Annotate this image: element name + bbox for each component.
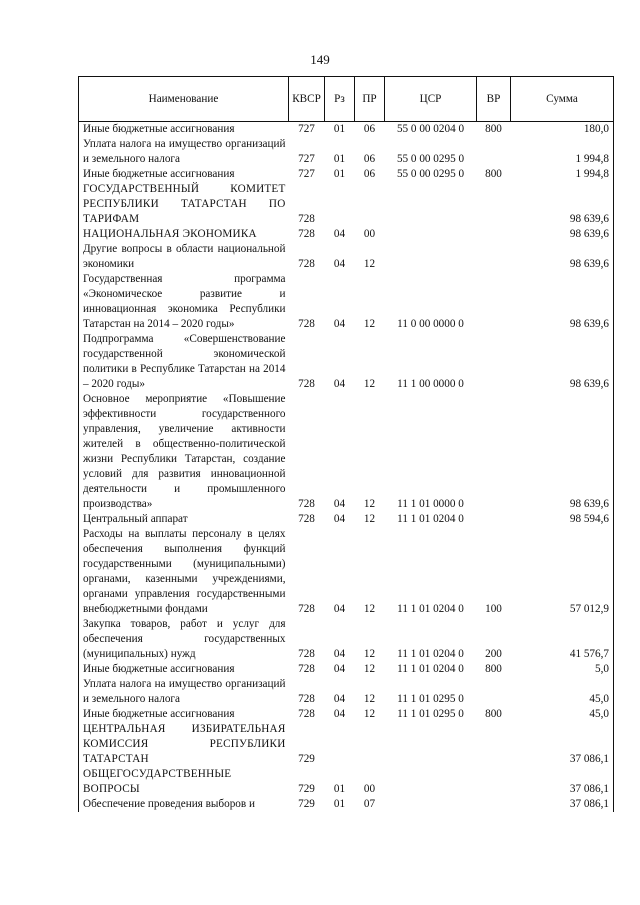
table-row [79, 767, 614, 797]
cell-kvsr: 728 [298, 603, 315, 615]
cell-pr: 12 [363, 498, 376, 510]
cell-name: ГОСУДАРСТВЕННЫЙ КОМИТЕТ РЕСПУБЛИКИ ТАТАРСТАН ПО ТАРИФАМ [79, 182, 289, 227]
cell-pr: 12 [363, 513, 376, 525]
header-sum: Сумма [511, 77, 614, 122]
cell-kvsr: 728 [298, 498, 315, 510]
cell-rz: 01 [333, 798, 346, 810]
cell-csr [385, 722, 477, 767]
header-name: Наименование [79, 77, 289, 122]
cell-pr: 12 [363, 693, 376, 705]
cell-vr: 100 [485, 603, 502, 615]
cell-csr [385, 767, 477, 797]
cell-sum: 45,0 [511, 707, 614, 722]
cell-csr: 11 1 01 0295 0 [397, 708, 464, 720]
cell-sum: 98 639,6 [511, 332, 614, 392]
cell-name: Центральный аппарат [79, 512, 289, 527]
table-row [79, 182, 614, 227]
cell-csr [385, 797, 477, 812]
cell-sum: 98 639,6 [511, 182, 614, 227]
cell-rz: 04 [333, 228, 346, 240]
header-csr: ЦСР [385, 77, 477, 122]
header-vr: ВР [477, 77, 511, 122]
cell-vr [477, 392, 511, 512]
cell-csr: 11 1 01 0204 0 [397, 513, 464, 525]
cell-kvsr: 728 [298, 648, 315, 660]
cell-rz [325, 182, 355, 227]
cell-pr: 12 [363, 663, 376, 675]
cell-csr: 11 1 01 0204 0 [397, 663, 464, 675]
cell-rz: 01 [333, 783, 346, 795]
header-kvsr: КВСР [289, 77, 325, 122]
cell-kvsr: 728 [298, 378, 315, 390]
table-row [79, 707, 614, 722]
cell-pr: 06 [363, 168, 376, 180]
cell-vr: 800 [485, 168, 502, 180]
cell-kvsr: 729 [298, 783, 315, 795]
cell-pr: 06 [363, 153, 376, 165]
table-row [79, 242, 614, 272]
cell-pr: 12 [363, 603, 376, 615]
cell-name: Подпрограмма «Совершенствование государственной экономической политики в Республике Татарстан на 2014 – 2020 годы» [79, 332, 289, 392]
cell-csr: 55 0 00 0295 0 [396, 153, 465, 165]
cell-sum: 45,0 [511, 677, 614, 707]
cell-csr: 11 1 01 0000 0 [397, 498, 464, 510]
cell-pr: 07 [363, 798, 376, 810]
cell-name: НАЦИОНАЛЬНАЯ ЭКОНОМИКА [79, 227, 289, 242]
cell-sum: 1 994,8 [511, 137, 614, 167]
cell-sum: 37 086,1 [511, 722, 614, 767]
cell-name: ОБЩЕГОСУДАРСТВЕННЫЕ ВОПРОСЫ [79, 767, 289, 797]
table-row [79, 272, 614, 332]
cell-rz: 01 [333, 153, 346, 165]
cell-kvsr: 728 [298, 513, 315, 525]
cell-vr: 800 [485, 123, 502, 135]
cell-vr [477, 722, 511, 767]
cell-csr: 11 0 00 0000 0 [397, 318, 464, 330]
cell-kvsr: 727 [298, 153, 315, 165]
cell-sum: 5,0 [511, 662, 614, 677]
table-row [79, 617, 614, 662]
cell-sum: 98 639,6 [511, 242, 614, 272]
cell-sum: 37 086,1 [511, 797, 614, 812]
table-row [79, 512, 614, 527]
table-row [79, 662, 614, 677]
cell-name: Уплата налога на имущество организаций и земельного налога [79, 677, 289, 707]
cell-csr: 11 1 00 0000 0 [397, 378, 464, 390]
cell-kvsr: 729 [298, 753, 315, 765]
cell-vr [477, 227, 511, 242]
cell-kvsr: 728 [298, 708, 315, 720]
cell-pr: 12 [363, 378, 376, 390]
cell-vr [477, 242, 511, 272]
table-row [79, 122, 614, 138]
cell-vr [477, 797, 511, 812]
cell-csr: 55 0 00 0295 0 [396, 168, 465, 180]
cell-vr [477, 677, 511, 707]
cell-rz: 04 [333, 513, 346, 525]
cell-name: ЦЕНТРАЛЬНАЯ ИЗБИРАТЕЛЬНАЯ КОМИССИЯ РЕСПУБЛИКИ ТАТАРСТАН [79, 722, 289, 767]
header-rz: Рз [325, 77, 355, 122]
cell-csr: 11 1 01 0204 0 [397, 603, 464, 615]
cell-name: Расходы на выплаты персоналу в целях обеспечения выполнения функций государственными (муниципальными) органами, казенными учреждениями, органами управления государственными внебюджетными фондами [79, 527, 289, 617]
cell-pr [355, 722, 385, 767]
cell-name: Уплата налога на имущество организаций и земельного налога [79, 137, 289, 167]
cell-vr: 200 [485, 648, 502, 660]
cell-rz: 04 [333, 693, 346, 705]
cell-vr [477, 272, 511, 332]
cell-sum: 98 594,6 [511, 512, 614, 527]
cell-pr: 06 [363, 123, 376, 135]
cell-kvsr: 728 [298, 318, 315, 330]
cell-sum: 98 639,6 [511, 392, 614, 512]
cell-csr [385, 242, 477, 272]
cell-pr: 12 [363, 258, 376, 270]
table-row [79, 797, 614, 812]
cell-rz: 04 [333, 318, 346, 330]
table-row [79, 392, 614, 512]
cell-name: Иные бюджетные ассигнования [79, 122, 289, 138]
cell-sum: 1 994,8 [511, 167, 614, 182]
cell-rz: 04 [333, 378, 346, 390]
cell-vr [477, 182, 511, 227]
table-row [79, 527, 614, 617]
cell-pr: 00 [363, 228, 376, 240]
cell-rz: 04 [333, 663, 346, 675]
table-row [79, 227, 614, 242]
cell-sum: 98 639,6 [511, 272, 614, 332]
cell-pr: 00 [363, 783, 376, 795]
table-row [79, 677, 614, 707]
cell-name: Закупка товаров, работ и услуг для обеспечения государственных (муниципальных) нужд [79, 617, 289, 662]
cell-vr [477, 767, 511, 797]
cell-name: Основное мероприятие «Повышение эффективности государственного управления, увеличение активности жителей в общественно-политической жизни Республики Татарстан, создание условий для развития инновационной деятельности и промышленного производства» [79, 392, 289, 512]
header-pr: ПР [355, 77, 385, 122]
table-header-row [79, 77, 614, 122]
cell-sum: 37 086,1 [511, 767, 614, 797]
page-number: 149 [310, 52, 330, 67]
cell-sum: 180,0 [511, 122, 614, 138]
budget-table [78, 76, 614, 812]
cell-vr [477, 137, 511, 167]
cell-kvsr: 728 [298, 258, 315, 270]
cell-name: Иные бюджетные ассигнования [79, 662, 289, 677]
cell-vr: 800 [485, 663, 502, 675]
cell-name: Иные бюджетные ассигнования [79, 707, 289, 722]
table-row [79, 722, 614, 767]
table-row [79, 137, 614, 167]
cell-sum: 41 576,7 [511, 617, 614, 662]
cell-name: Обеспечение проведения выборов и [79, 797, 289, 812]
cell-kvsr: 728 [298, 228, 315, 240]
cell-kvsr: 727 [298, 123, 315, 135]
cell-rz: 04 [333, 603, 346, 615]
cell-csr: 55 0 00 0204 0 [396, 123, 465, 135]
cell-kvsr: 728 [298, 213, 315, 225]
cell-kvsr: 728 [298, 693, 315, 705]
cell-vr: 800 [485, 708, 502, 720]
cell-csr: 11 1 01 0204 0 [397, 648, 464, 660]
cell-vr [477, 332, 511, 392]
cell-sum: 57 012,9 [511, 527, 614, 617]
cell-rz: 04 [333, 498, 346, 510]
cell-csr [385, 227, 477, 242]
cell-rz: 04 [333, 648, 346, 660]
table-body [79, 122, 614, 813]
table-row [79, 167, 614, 182]
cell-pr [355, 182, 385, 227]
cell-rz: 04 [333, 258, 346, 270]
cell-csr: 11 1 01 0295 0 [397, 693, 464, 705]
cell-name: Государственная программа «Экономическое развитие и инновационная экономика Республики Татарстан на 2014 – 2020 годы» [79, 272, 289, 332]
cell-sum: 98 639,6 [511, 227, 614, 242]
table-row [79, 332, 614, 392]
cell-pr: 12 [363, 708, 376, 720]
cell-rz: 01 [333, 168, 346, 180]
cell-csr [385, 182, 477, 227]
cell-rz: 04 [333, 708, 346, 720]
cell-rz [325, 722, 355, 767]
cell-name: Другие вопросы в области национальной экономики [79, 242, 289, 272]
cell-pr: 12 [363, 318, 376, 330]
cell-kvsr: 728 [298, 663, 315, 675]
cell-name: Иные бюджетные ассигнования [79, 167, 289, 182]
cell-kvsr: 727 [298, 168, 315, 180]
cell-pr: 12 [363, 648, 376, 660]
cell-rz: 01 [333, 123, 346, 135]
cell-vr [477, 512, 511, 527]
cell-kvsr: 729 [298, 798, 315, 810]
